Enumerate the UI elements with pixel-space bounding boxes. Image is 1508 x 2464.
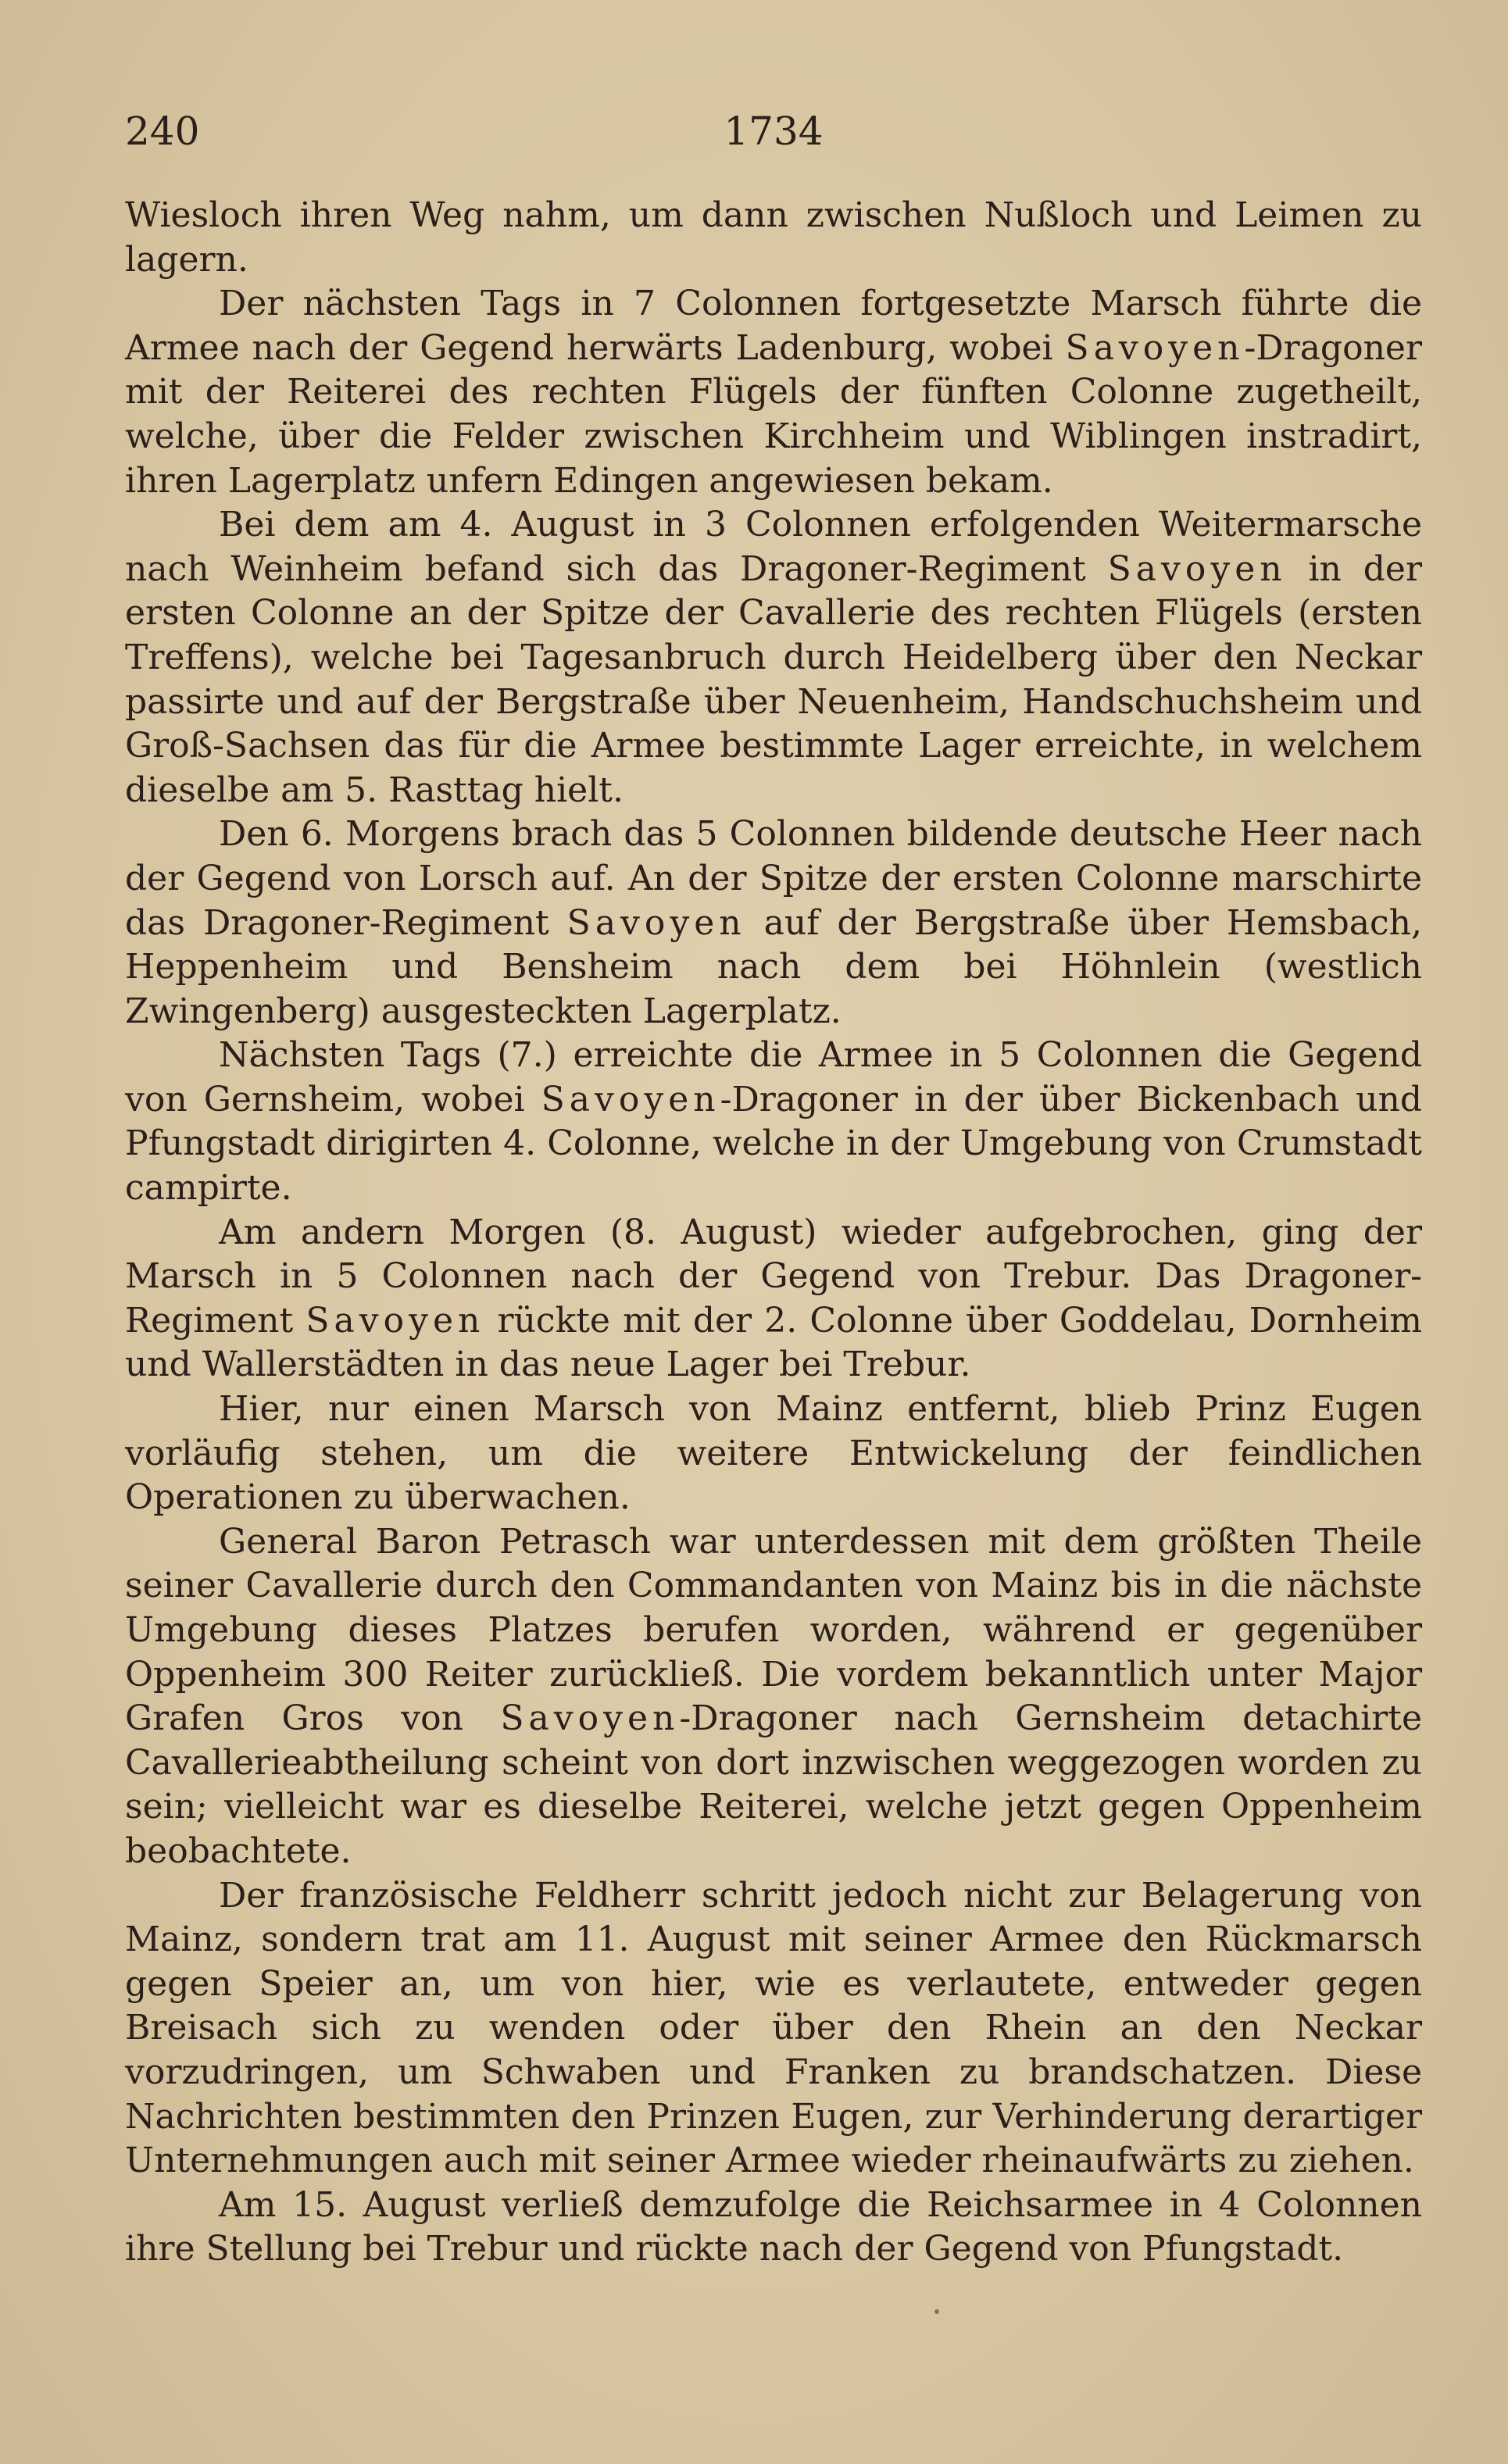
paragraph (125, 1034, 1422, 1210)
paragraph (125, 812, 1422, 1034)
paragraph-text: Nächsten Tags (7.) erreichte die Armee in 5 Colonnen die Gegend von Gernsheim, wobei (125, 1035, 1422, 1120)
paragraph (125, 1520, 1422, 1874)
paragraph-text: General Baron Petrasch war unterdessen mit dem größten Theile seiner Cavallerie durch den Commandanten von Mainz bis in die nächste Umgebung dieses Platzes berufen worden, während er gegenüber Oppenheim 300 Reiter zurückließ. Die vordem bekanntlich unter Major Grafen Gros von (125, 1521, 1422, 1739)
paragraph (125, 1874, 1422, 2184)
paragraph-text: Am andern Morgen (8. August) wieder aufgebrochen, ging der Marsch in 5 Colonnen nach der Gegend von Trebur. Das Dragoner-Regiment (125, 1212, 1422, 1341)
regiment-name-spaced: Savoyen (1065, 327, 1245, 368)
paragraph-text: Der nächsten Tags in 7 Colonnen fortgesetzte Marsch führte die Armee nach der Gegend herwärts Ladenburg, wobei (125, 284, 1422, 368)
paragraph-text: Hier, nur einen Marsch von Mainz entfernt, blieb Prinz Eugen vorläufig stehen, um die weitere Entwickelung der feindlichen Operationen zu überwachen. (125, 1389, 1422, 1518)
regiment-name-spaced: Savoyen (306, 1300, 485, 1341)
running-head-year: 1734 (724, 109, 824, 154)
paragraph-text: auf der Bergstraße über Hemsbach, Heppenheim und Bensheim nach dem bei Höhnlein (westlich Zwingenberg) ausgesteckten Lagerplatz. (125, 902, 1422, 1031)
regiment-name-spaced: Savoyen (566, 902, 746, 943)
paragraph-text: Den 6. Morgens brach das 5 Colonnen bildende deutsche Heer nach der Gegend von Lorsch auf. An der Spitze der ersten Colonne marschirte das Dragoner-Regiment (125, 814, 1422, 943)
paragraph-text: Bei dem am 4. August in 3 Colonnen erfolgenden Weitermarsche nach Weinheim befand sich das Dragoner-Regiment (125, 505, 1422, 589)
paragraph-text: Der französische Feldherr schritt jedoch nicht zur Belagerung von Mainz, sondern trat am 11. August mit seiner Armee den Rückmarsch gegen Speier an, um von hier, wie es verlautete, entweder gegen Breisach sich zu wenden oder über den Rhein an den Neckar vorzudringen, um Schwaben und Franken zu brandschatzen. Diese Nachrichten bestimmten den Prinzen Eugen, zur Verhinderung derartiger Unternehmungen auch mit seiner Armee wieder rheinaufwärts zu ziehen. (125, 1875, 1422, 2181)
paragraph-text: Am 15. August verließ demzufolge die Reichsarmee in 4 Colonnen ihre Stellung bei Trebur und rückte nach der Gegend von Pfungstadt. (125, 2184, 1422, 2269)
paragraph-text: -Dragoner mit der Reiterei des rechten Flügels der fünften Colonne zugetheilt, welche, über die Felder zwischen Kirchheim und Wiblingen instradirt, ihren Lagerplatz unfern Edingen angewiesen bekam. (125, 327, 1422, 501)
paragraph (125, 1211, 1422, 1387)
page-number: 240 (125, 109, 200, 154)
paragraph-text: -Dragoner nach Gernsheim detachirte Cavallerieabtheilung scheint von dort inzwischen weggezogen worden zu sein; vielleicht war es dieselbe Reiterei, welche jetzt gegen Oppenheim beobachtete. (125, 1698, 1422, 1871)
paragraph (125, 503, 1422, 812)
page-header (125, 100, 1422, 162)
paragraph (125, 194, 1422, 282)
paper-speck (934, 2309, 939, 2314)
regiment-name-spaced: Savoyen (1107, 548, 1287, 589)
paragraph-text: -Dragoner in der über Bickenbach und Pfungstadt dirigirten 4. Colonne, welche in der Umgebung von Crumstadt campirte. (125, 1079, 1422, 1209)
regiment-name-spaced: Savoyen (541, 1079, 720, 1120)
paragraph-text: Wiesloch ihren Weg nahm, um dann zwischen Nußloch und Leimen zu lagern. (125, 195, 1422, 280)
regiment-name-spaced: Savoyen (500, 1698, 680, 1739)
body-text (125, 194, 1422, 2272)
paragraph-text: rückte mit der 2. Colonne über Goddelau, Dornheim und Wallerstädten in das neue Lager bei Trebur. (125, 1300, 1422, 1385)
paragraph (125, 282, 1422, 503)
paragraph-text: in der ersten Colonne an der Spitze der Cavallerie des rechten Flügels (ersten Treffens), welche bei Tagesanbruch durch Heidelberg über den Neckar passirte und auf der Bergstraße über Neuenheim, Handschuchsheim und Groß-Sachsen das für die Armee bestimmte Lager erreichte, in welchem dieselbe am 5. Rasttag hielt. (125, 548, 1422, 810)
paragraph (125, 1387, 1422, 1520)
paragraph (125, 2184, 1422, 2272)
